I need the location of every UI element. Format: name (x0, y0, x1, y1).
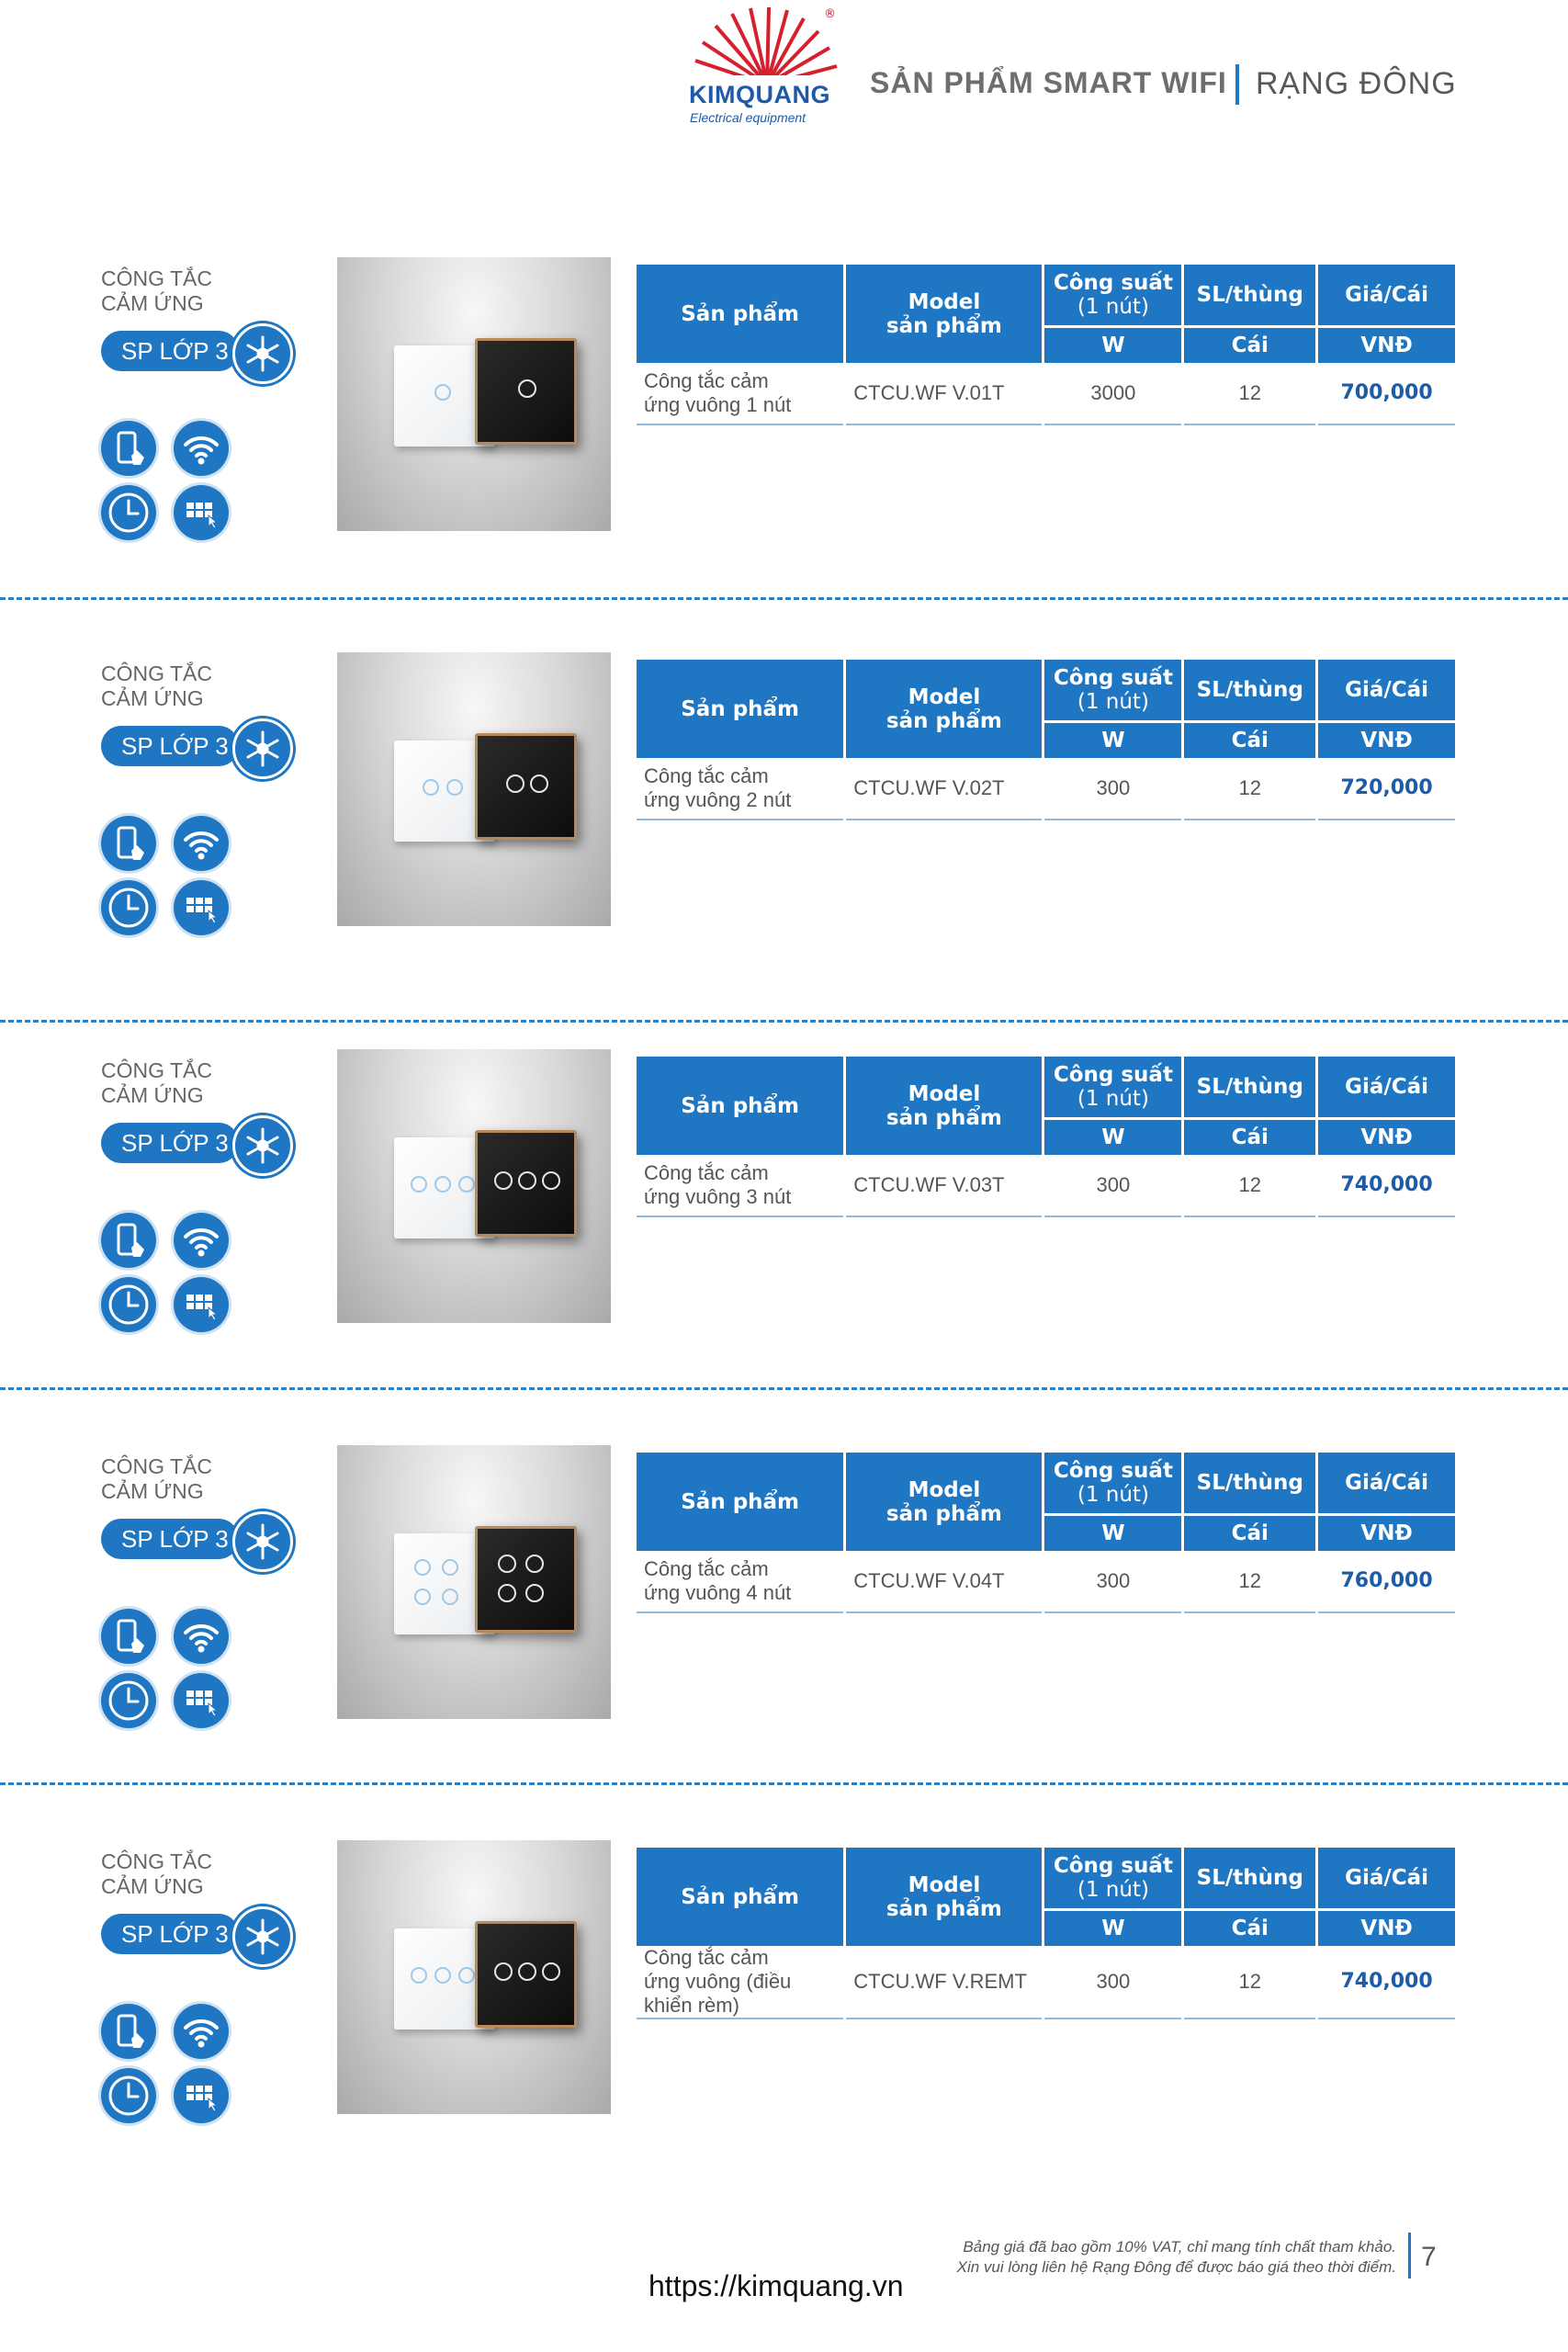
product-photo (337, 1840, 611, 2114)
touch-button-icon (518, 379, 536, 398)
black-switch-image (475, 338, 577, 445)
logo-tagline: Electrical equipment (690, 110, 807, 125)
category-line-2: CẢM ỨNG (101, 686, 204, 710)
price-note-line-2: Xin vui lòng liên hệ Rạng Đông để được báo giá theo thời điểm. (956, 2258, 1396, 2276)
product-photo (337, 257, 611, 531)
touch-button-icon (442, 1559, 458, 1576)
snowflake-sun-icon (232, 1906, 293, 1967)
category-line-2: CẢM ỨNG (101, 1479, 204, 1503)
unit-qty: Cái (1184, 1908, 1315, 1946)
category-line-2: CẢM ỨNG (101, 291, 204, 315)
col-header-power: Công suất (1 nút) (1044, 1848, 1181, 1908)
page-title: SẢN PHẨM SMART WIFI (870, 66, 1227, 99)
unit-price: VNĐ (1318, 1908, 1455, 1946)
col-header-product: Sản phẩm (637, 265, 843, 363)
touch-button-icon (542, 1171, 560, 1190)
col-header-price: Giá/Cái (1318, 1848, 1455, 1908)
clock-icon (101, 1277, 156, 1332)
touch-button-icon (434, 1967, 451, 1984)
col-header-model: Model sản phẩm (846, 265, 1042, 363)
product-name: Công tắc cảm ứng vuông 4 nút (637, 1551, 843, 1613)
product-name: Công tắc cảm ứng vuông (điều khiển rèm) (637, 1946, 843, 2019)
power-value: 3000 (1044, 363, 1181, 425)
touch-button-icon (434, 1176, 451, 1193)
product-name: Công tắc cảm ứng vuông 2 nút (637, 758, 843, 820)
col-header-model: Model sản phẩm (846, 1453, 1042, 1551)
section-divider (0, 1020, 1568, 1023)
touch-button-icon (530, 775, 548, 793)
category-line-2: CẢM ỨNG (101, 1083, 204, 1107)
page-header (684, 6, 1511, 134)
col-header-model: Model sản phẩm (846, 660, 1042, 758)
power-value: 300 (1044, 1551, 1181, 1613)
qty-value: 12 (1184, 758, 1315, 820)
spec-table (634, 1848, 1458, 2019)
product-name: Công tắc cảm ứng vuông 1 nút (637, 363, 843, 425)
price-value: 760,000 (1318, 1551, 1455, 1613)
product-photo (337, 652, 611, 926)
price-value: 700,000 (1318, 363, 1455, 425)
col-header-product: Sản phẩm (637, 660, 843, 758)
wifi-icon (174, 1609, 229, 1664)
col-header-qty: SL/thùng (1184, 660, 1315, 720)
qty-value: 12 (1184, 1946, 1315, 2019)
black-switch-image (475, 1526, 577, 1633)
spec-table (634, 1057, 1458, 1217)
touch-button-icon (446, 779, 463, 796)
col-header-product: Sản phẩm (637, 1848, 843, 1946)
unit-price: VNĐ (1318, 1513, 1455, 1551)
phone-touch-icon (101, 816, 156, 871)
price-value: 720,000 (1318, 758, 1455, 820)
col-header-power: Công suất (1 nút) (1044, 265, 1181, 325)
table-row (637, 1155, 1455, 1217)
touch-button-icon (442, 1589, 458, 1605)
touch-button-icon (434, 384, 451, 401)
model-code: CTCU.WF V.REMT (846, 1946, 1042, 2019)
col-header-power: Công suất (1 nút) (1044, 1453, 1181, 1513)
safety-class-badge: SP LỚP 3 (101, 726, 239, 766)
category-label (101, 1058, 212, 1108)
category-label (101, 1454, 212, 1504)
snowflake-sun-icon (232, 323, 293, 384)
touch-button-icon (494, 1171, 513, 1190)
touch-button-icon (414, 1559, 431, 1576)
black-switch-image (475, 1130, 577, 1237)
phone-touch-icon (101, 1609, 156, 1664)
col-header-model: Model sản phẩm (846, 1057, 1042, 1155)
price-value: 740,000 (1318, 1155, 1455, 1217)
model-code: CTCU.WF V.03T (846, 1155, 1042, 1217)
col-header-qty: SL/thùng (1184, 265, 1315, 325)
table-row (637, 1946, 1455, 2019)
col-header-product: Sản phẩm (637, 1453, 843, 1551)
col-header-product: Sản phẩm (637, 1057, 843, 1155)
touch-button-icon (414, 1589, 431, 1605)
model-code: CTCU.WF V.04T (846, 1551, 1042, 1613)
unit-qty: Cái (1184, 1117, 1315, 1155)
col-header-price: Giá/Cái (1318, 1057, 1455, 1117)
col-header-power: Công suất (1 nút) (1044, 1057, 1181, 1117)
col-header-qty: SL/thùng (1184, 1848, 1315, 1908)
unit-power: W (1044, 720, 1181, 758)
grid-touch-icon (174, 2068, 229, 2123)
product-photo (337, 1445, 611, 1719)
safety-class-badge: SP LỚP 3 (101, 331, 239, 371)
wifi-icon (174, 421, 229, 476)
phone-touch-icon (101, 1213, 156, 1268)
price-note-line-1: Bảng giá đã bao gồm 10% VAT, chỉ mang tính chất tham khảo. (963, 2238, 1396, 2256)
section-divider (0, 1387, 1568, 1390)
page-number: 7 (1421, 2242, 1437, 2272)
unit-price: VNĐ (1318, 325, 1455, 363)
phone-touch-icon (101, 2004, 156, 2059)
price-value: 740,000 (1318, 1946, 1455, 2019)
touch-button-icon (542, 1962, 560, 1981)
brand-name: RẠNG ĐÔNG (1256, 66, 1457, 101)
touch-button-icon (458, 1176, 475, 1193)
touch-button-icon (525, 1555, 544, 1573)
category-label (101, 1849, 212, 1899)
unit-price: VNĐ (1318, 1117, 1455, 1155)
unit-power: W (1044, 325, 1181, 363)
website-url[interactable]: https://kimquang.vn (649, 2269, 904, 2302)
col-header-price: Giá/Cái (1318, 660, 1455, 720)
clock-icon (101, 485, 156, 540)
section-divider (0, 597, 1568, 600)
black-switch-image (475, 1921, 577, 2028)
col-header-qty: SL/thùng (1184, 1057, 1315, 1117)
grid-touch-icon (174, 1673, 229, 1728)
snowflake-sun-icon (232, 1115, 293, 1176)
category-line-2: CẢM ỨNG (101, 1874, 204, 1898)
section-divider (0, 1782, 1568, 1785)
table-row (637, 363, 1455, 425)
wifi-icon (174, 816, 229, 871)
col-header-power: Công suất (1 nút) (1044, 660, 1181, 720)
product-section (0, 266, 1568, 570)
product-section (0, 662, 1568, 965)
safety-class-badge: SP LỚP 3 (101, 1914, 239, 1954)
category-line-1: CÔNG TẮC (101, 662, 212, 685)
product-photo (337, 1049, 611, 1323)
snowflake-sun-icon (232, 718, 293, 779)
unit-power: W (1044, 1513, 1181, 1551)
touch-button-icon (411, 1176, 427, 1193)
kimquang-logo (684, 6, 859, 134)
safety-class-badge: SP LỚP 3 (101, 1519, 239, 1559)
col-header-price: Giá/Cái (1318, 265, 1455, 325)
product-section (0, 1849, 1568, 2153)
snowflake-sun-icon (232, 1511, 293, 1572)
qty-value: 12 (1184, 363, 1315, 425)
touch-button-icon (506, 775, 525, 793)
touch-button-icon (458, 1967, 475, 1984)
page-number-divider (1408, 2233, 1411, 2278)
category-line-1: CÔNG TẮC (101, 1058, 212, 1082)
logo-wordmark: KIMQUANG (689, 81, 830, 108)
unit-price: VNĐ (1318, 720, 1455, 758)
grid-touch-icon (174, 1277, 229, 1332)
product-section (0, 1058, 1568, 1362)
power-value: 300 (1044, 1946, 1181, 2019)
header-divider (1235, 64, 1239, 105)
black-switch-image (475, 733, 577, 840)
grid-touch-icon (174, 880, 229, 935)
touch-button-icon (518, 1962, 536, 1981)
touch-button-icon (411, 1967, 427, 1984)
touch-button-icon (498, 1555, 516, 1573)
clock-icon (101, 880, 156, 935)
touch-button-icon (498, 1584, 516, 1602)
category-line-1: CÔNG TẮC (101, 1849, 212, 1873)
registered-mark: ® (824, 7, 836, 21)
table-row (637, 1551, 1455, 1613)
category-line-1: CÔNG TẮC (101, 266, 212, 290)
product-name: Công tắc cảm ứng vuông 3 nút (637, 1155, 843, 1217)
category-line-1: CÔNG TẮC (101, 1454, 212, 1478)
wifi-icon (174, 1213, 229, 1268)
unit-power: W (1044, 1117, 1181, 1155)
touch-button-icon (518, 1171, 536, 1190)
grid-touch-icon (174, 485, 229, 540)
model-code: CTCU.WF V.01T (846, 363, 1042, 425)
clock-icon (101, 2068, 156, 2123)
unit-qty: Cái (1184, 325, 1315, 363)
col-header-qty: SL/thùng (1184, 1453, 1315, 1513)
unit-power: W (1044, 1908, 1181, 1946)
category-label (101, 662, 212, 711)
safety-class-badge: SP LỚP 3 (101, 1123, 239, 1163)
touch-button-icon (423, 779, 439, 796)
model-code: CTCU.WF V.02T (846, 758, 1042, 820)
touch-button-icon (525, 1584, 544, 1602)
power-value: 300 (1044, 758, 1181, 820)
col-header-model: Model sản phẩm (846, 1848, 1042, 1946)
qty-value: 12 (1184, 1155, 1315, 1217)
price-note (882, 2237, 1396, 2278)
unit-qty: Cái (1184, 720, 1315, 758)
table-row (637, 758, 1455, 820)
touch-button-icon (494, 1962, 513, 1981)
product-section (0, 1454, 1568, 1758)
category-label (101, 266, 212, 316)
qty-value: 12 (1184, 1551, 1315, 1613)
col-header-price: Giá/Cái (1318, 1453, 1455, 1513)
clock-icon (101, 1673, 156, 1728)
spec-table (634, 660, 1458, 820)
power-value: 300 (1044, 1155, 1181, 1217)
phone-touch-icon (101, 421, 156, 476)
unit-qty: Cái (1184, 1513, 1315, 1551)
spec-table (634, 1453, 1458, 1613)
spec-table (634, 265, 1458, 425)
wifi-icon (174, 2004, 229, 2059)
